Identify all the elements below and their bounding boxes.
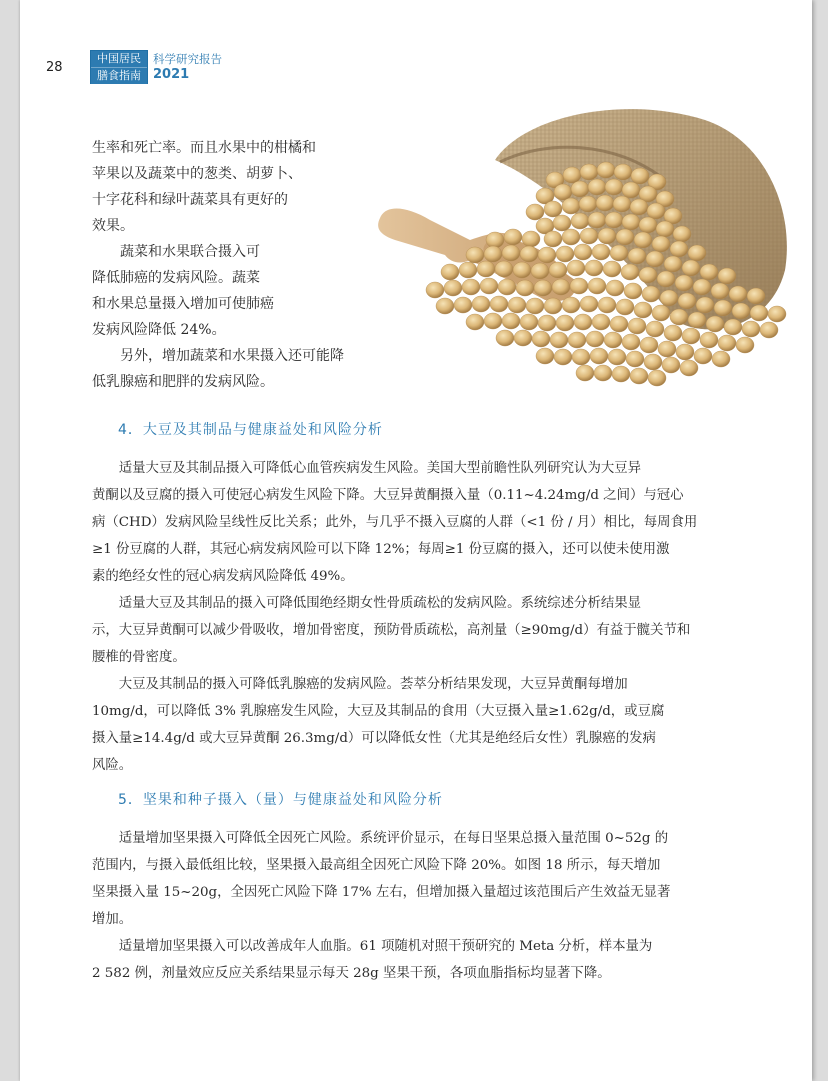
badge-line-2: 膳食指南 xyxy=(91,67,147,84)
intro-line: 苹果以及蔬菜中的葱类、胡萝卜、 xyxy=(92,166,302,182)
body-line: 适量大豆及其制品的摄入可降低围绝经期女性骨质疏松的发病风险。系统综述分析结果显 xyxy=(92,596,642,611)
body-line: 适量增加坚果摄入可降低全因死亡风险。系统评价显示，在每日坚果总摄入量范围 0~52g 的 xyxy=(92,831,669,846)
intro-line: 十字花科和绿叶蔬菜具有更好的 xyxy=(92,192,288,208)
intro-line: 低乳腺癌和肥胖的发病风险。 xyxy=(92,374,274,390)
report-title-block xyxy=(153,51,222,83)
report-title: 科学研究报告 xyxy=(153,52,222,66)
intro-line: 蔬菜和水果联合摄入可 xyxy=(92,244,260,260)
intro-line: 生率和死亡率。而且水果中的柑橘和 xyxy=(92,140,316,156)
body-line: 2 582 例，剂量效应反应关系结果显示每天 28g 坚果干预，各项血脂指标均显著下降。 xyxy=(92,966,611,981)
section-5-title: 5．坚果和种子摄入（量）与健康益处和风险分析 xyxy=(118,792,443,808)
section-5-body xyxy=(92,825,720,987)
body-line: 10mg/d，可以降低 3% 乳腺癌发生风险，大豆及其制品的食用（大豆摄入量≥1.62g/d，或豆腐 xyxy=(92,704,665,719)
soybean-sack-image xyxy=(375,100,795,390)
body-line: 摄入量≥14.4g/d 或大豆异黄酮 26.3mg/d）可以降低女性（尤其是绝经后女性）乳腺癌的发病 xyxy=(92,731,656,746)
body-line: 病（CHD）发病风险呈线性反比关系；此外，与几乎不摄入豆腐的人群（<1 份 / 月）相比，每周食用 xyxy=(92,515,698,530)
body-line: ≥1 份豆腐的人群，其冠心病发病风险可以下降 12%；每周≥1 份豆腐的摄入，还可以使未使用激 xyxy=(92,542,670,557)
report-year: 2021 xyxy=(153,67,190,82)
body-line: 坚果摄入量 15~20g，全因死亡风险下降 17% 左右，但增加摄入量超过该范围后产生效益无显著 xyxy=(92,885,671,900)
intro-line: 降低肺癌的发病风险。蔬菜 xyxy=(92,270,260,286)
intro-paragraph xyxy=(92,135,382,395)
body-line: 适量大豆及其制品摄入可降低心血管疾病发生风险。美国大型前瞻性队列研究认为大豆异 xyxy=(92,461,642,476)
body-line: 范围内，与摄入最低组比较，坚果摄入最高组全因死亡风险下降 20%。如图 18 所示，每天增加 xyxy=(92,858,661,873)
body-line: 黄酮以及豆腐的摄入可使冠心病发生风险下降。大豆异黄酮摄入量（0.11~4.24mg/d 之间）与冠心 xyxy=(92,488,684,503)
section-4-title: 4．大豆及其制品与健康益处和风险分析 xyxy=(118,422,383,438)
body-line: 素的绝经女性的冠心病发病风险降低 49%。 xyxy=(92,569,354,584)
page-number: 28 xyxy=(46,60,63,75)
section-4-body xyxy=(92,455,720,779)
body-line: 增加。 xyxy=(92,912,133,927)
guideline-badge xyxy=(90,50,148,84)
body-line: 腰椎的骨密度。 xyxy=(92,650,186,665)
intro-line: 效果。 xyxy=(92,218,134,234)
intro-line: 发病风险降低 24%。 xyxy=(92,322,226,338)
body-line: 大豆及其制品的摄入可降低乳腺癌的发病风险。荟萃分析结果发现，大豆异黄酮每增加 xyxy=(92,677,628,692)
intro-line: 和水果总量摄入增加可使肺癌 xyxy=(92,296,274,312)
body-line: 示，大豆异黄酮可以减少骨吸收，增加骨密度，预防骨质疏松，高剂量（≥90mg/d）有益于髋关节和 xyxy=(92,623,691,638)
intro-line: 另外，增加蔬菜和水果摄入还可能降 xyxy=(92,348,344,364)
body-line: 风险。 xyxy=(92,758,133,773)
body-line: 适量增加坚果摄入可以改善成年人血脂。61 项随机对照干预研究的 Meta 分析，样本量为 xyxy=(92,939,653,954)
badge-line-1: 中国居民 xyxy=(97,52,141,65)
